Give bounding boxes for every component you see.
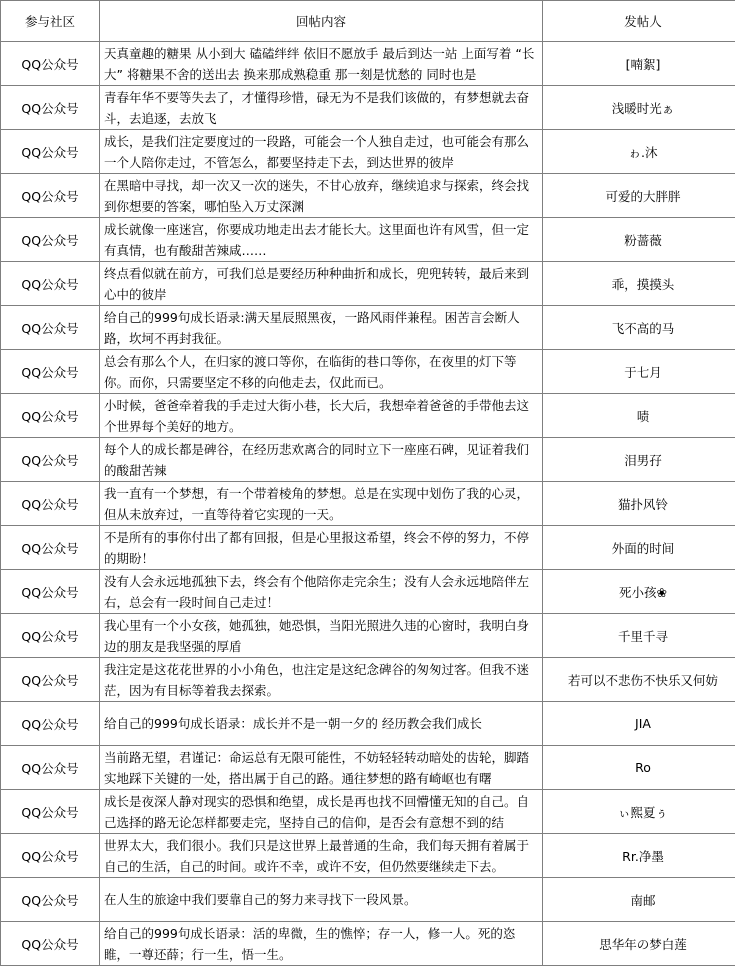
- content-cell: [100, 130, 543, 174]
- content-cell: [100, 394, 543, 438]
- table-row: [1, 86, 735, 130]
- poster-cell: 浅暖时光ぁ: [543, 86, 735, 130]
- table-row: [1, 482, 735, 526]
- content-cell: [100, 570, 543, 614]
- poster-cell: ゎ.沐: [543, 130, 735, 174]
- content-text: 天真童趣的糖果 从小到大 磕磕绊绊 依旧不愿放手 最后到达一站 上面写着 “长大” 将糖果不舍的送出去 换来那成熟稳重 那一刻是忧愁的 同时也是: [104, 45, 535, 82]
- content-text: 每个人的成长都是碑谷，在经历悲欢离合的同时立下一座座石碑，见证着我们的酸甜苦辣: [104, 441, 530, 478]
- community-cell: QQ公众号: [1, 482, 100, 526]
- poster-cell: 千里千寻: [543, 614, 735, 658]
- content-cell: [100, 86, 543, 130]
- table-row: [1, 702, 735, 746]
- poster-cell: Rr.净墨: [543, 834, 735, 878]
- header-row: [1, 1, 735, 42]
- community-cell: QQ公众号: [1, 350, 100, 394]
- content-cell: [100, 790, 543, 834]
- poster-cell: 啧: [543, 394, 735, 438]
- community-cell: QQ公众号: [1, 614, 100, 658]
- table-row: [1, 42, 735, 86]
- poster-cell: 思华年の梦白莲: [543, 922, 735, 966]
- poster-cell: 猫扑风铃: [543, 482, 735, 526]
- community-cell: QQ公众号: [1, 702, 100, 746]
- content-text: 成长，是我们注定要度过的一段路，可能会一个人独自走过，也可能会有那么一个人陪你走过，不管怎么，都要坚持走下去，到达世界的彼岸: [104, 133, 530, 170]
- content-text: 小时候，爸爸牵着我的手走过大街小巷，长大后，我想牵着爸爸的手带他去这个世界每个美好的地方。: [104, 397, 530, 434]
- content-text: 总会有那么个人，在归家的渡口等你，在临街的巷口等你，在夜里的灯下等你。而你，只需要坚定不移的向他走去，仅此而已。: [104, 353, 517, 390]
- content-text: 我注定是这花花世界的小小角色，也注定是这纪念碑谷的匆匆过客。但我不迷茫，因为有目标等着我去探索。: [104, 661, 530, 698]
- content-text: 成长就像一座迷宫，你要成功地走出去才能长大。这里面也许有风雪，但一定有真情，也有酸甜苦辣咸……: [104, 221, 530, 258]
- poster-cell: 可爱的大胖胖: [543, 174, 735, 218]
- community-cell: QQ公众号: [1, 130, 100, 174]
- community-cell: QQ公众号: [1, 218, 100, 262]
- table-row: [1, 394, 735, 438]
- table-row: [1, 130, 735, 174]
- content-text: 我心里有一个小女孩，她孤独，她恐惧，当阳光照进久违的心窗时，我明白身边的朋友是我坚强的厚盾: [104, 617, 530, 654]
- community-cell: QQ公众号: [1, 746, 100, 790]
- community-cell: QQ公众号: [1, 790, 100, 834]
- table-row: [1, 438, 735, 482]
- content-cell: [100, 174, 543, 218]
- content-text: 我一直有一个梦想，有一个带着棱角的梦想。总是在实现中划伤了我的心灵，但从未放弃过，一直等待着它实现的一天。: [104, 485, 530, 522]
- community-cell: QQ公众号: [1, 570, 100, 614]
- community-cell: QQ公众号: [1, 878, 100, 922]
- content-text: 给自己的999句成长语录：活的卑微，生的憔悴；存一人，修一人。死的恣睢，一尊还薛；行一生，悟一生。: [104, 925, 516, 962]
- poster-cell: 死小孩❀: [543, 570, 735, 614]
- community-cell: QQ公众号: [1, 658, 100, 702]
- content-cell: [100, 218, 543, 262]
- poster-cell: JIA: [543, 702, 735, 746]
- community-cell: QQ公众号: [1, 526, 100, 570]
- community-cell: QQ公众号: [1, 922, 100, 966]
- content-cell: [100, 702, 543, 746]
- content-text: 成长是夜深人静对现实的恐惧和绝望，成长是再也找不回懵懂无知的自己。自己选择的路无论怎样都要走完，坚持自己的信仰，是否会有意想不到的结: [104, 793, 530, 830]
- content-cell: [100, 482, 543, 526]
- table-row: [1, 834, 735, 878]
- header-content: 回帖内容: [100, 1, 543, 42]
- poster-cell: 泪男孖: [543, 438, 735, 482]
- poster-cell: 粉蔷薇: [543, 218, 735, 262]
- content-text: 终点看似就在前方，可我们总是要经历种种曲折和成长，兜兜转转，最后来到心中的彼岸: [104, 265, 530, 302]
- content-cell: [100, 834, 543, 878]
- community-cell: QQ公众号: [1, 394, 100, 438]
- content-cell: [100, 262, 543, 306]
- content-text: 青春年华不要等失去了，才懂得珍惜，碌无为不是我们该做的，有梦想就去奋斗，去追逐，去放飞: [104, 89, 530, 126]
- table-body: [1, 42, 735, 966]
- content-cell: [100, 614, 543, 658]
- table-row: [1, 746, 735, 790]
- table-row: [1, 790, 735, 834]
- content-text: 当前路无望，君谨记：命运总有无限可能性，不妨轻轻转动暗处的齿轮，脚踏实地踩下关键的一处，搭出属于自己的路。通往梦想的路有崎岖也有曙: [104, 749, 530, 786]
- community-cell: QQ公众号: [1, 438, 100, 482]
- community-cell: QQ公众号: [1, 306, 100, 350]
- content-text: 在人生的旅途中我们要靠自己的努力来寻找下一段风景。: [104, 892, 417, 907]
- community-cell: QQ公众号: [1, 262, 100, 306]
- table-row: [1, 922, 735, 966]
- content-cell: [100, 526, 543, 570]
- table-row: [1, 306, 735, 350]
- content-text: 不是所有的事你付出了都有回报，但是心里报这希望，终会不停的努力，不停的期盼！: [104, 529, 530, 566]
- content-text: 世界太大，我们很小。我们只是这世界上最普通的生命，我们每天拥有着属于自己的生活，自己的时间。或许不幸，或许不安，但仍然要继续走下去。: [104, 837, 530, 874]
- community-cell: QQ公众号: [1, 174, 100, 218]
- table-row: [1, 174, 735, 218]
- table-row: [1, 218, 735, 262]
- poster-cell: 飞不高的马: [543, 306, 735, 350]
- content-cell: [100, 878, 543, 922]
- content-text: 给自己的999句成长语录：成长并不是一朝一夕的 经历教会我们成长: [104, 716, 482, 731]
- content-cell: [100, 42, 543, 86]
- poster-cell: Ro: [543, 746, 735, 790]
- poster-cell: 于七月: [543, 350, 735, 394]
- poster-cell: [喃絮]: [543, 42, 735, 86]
- table-row: [1, 526, 735, 570]
- content-cell: [100, 350, 543, 394]
- community-cell: QQ公众号: [1, 42, 100, 86]
- table-row: [1, 570, 735, 614]
- community-cell: QQ公众号: [1, 86, 100, 130]
- community-cell: QQ公众号: [1, 834, 100, 878]
- content-text: 在黑暗中寻找，却一次又一次的迷失，不甘心放弃，继续追求与探索，终会找到你想要的答案，哪怕坠入万丈深渊: [104, 177, 530, 214]
- table-row: [1, 658, 735, 702]
- content-cell: [100, 658, 543, 702]
- content-text: 没有人会永远地孤独下去，终会有个他陪你走完余生；没有人会永远地陪伴左右，总会有一段时间自己走过！: [104, 573, 530, 610]
- table-row: [1, 878, 735, 922]
- table-row: [1, 350, 735, 394]
- poster-cell: 南邮: [543, 878, 735, 922]
- table-row: [1, 262, 735, 306]
- poster-cell: ぃ熙夏ぅ: [543, 790, 735, 834]
- table-row: [1, 614, 735, 658]
- poster-cell: 外面的时间: [543, 526, 735, 570]
- content-cell: [100, 922, 543, 966]
- content-cell: [100, 438, 543, 482]
- content-text: 给自己的999句成长语录:满天星辰照黑夜，一路风雨伴兼程。困苦言会断人路，坎坷不再封我征。: [104, 309, 520, 346]
- content-cell: [100, 306, 543, 350]
- poster-cell: 乖，摸摸头: [543, 262, 735, 306]
- poster-cell: 若可以不悲伤不快乐又何妨: [543, 658, 735, 702]
- header-poster: 发帖人: [543, 1, 735, 42]
- header-community: 参与社区: [1, 1, 100, 42]
- content-cell: [100, 746, 543, 790]
